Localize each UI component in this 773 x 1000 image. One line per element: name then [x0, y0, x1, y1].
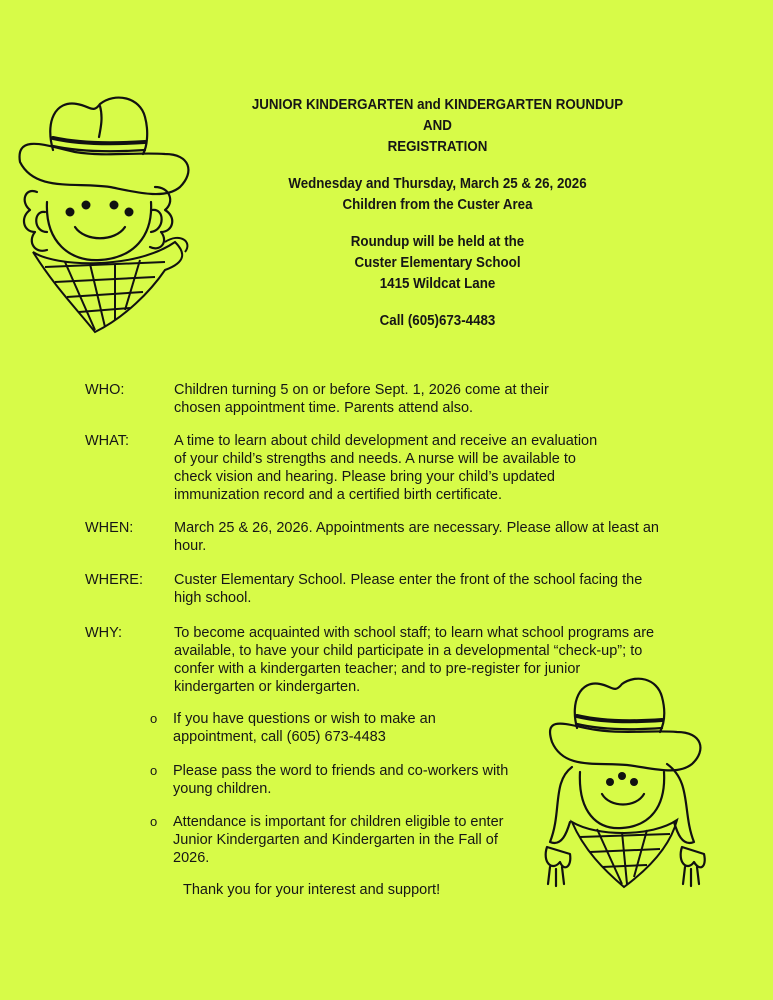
location-intro: Roundup will be held at the	[350, 234, 525, 250]
title-line-3: REGISTRATION	[387, 139, 488, 155]
detail-label: WHEN:	[85, 520, 134, 536]
bullet-marker: o	[150, 814, 158, 829]
cowgirl-clipart	[542, 672, 707, 907]
bullet-marker: o	[150, 711, 158, 726]
detail-label: WHO:	[85, 382, 125, 398]
detail-label: WHERE:	[85, 572, 143, 588]
detail-text: To become acquainted with school staff; to learn what school programs are available, to have your child participate in a developmental “check-up”; to confer with a kindergarten teacher; and to pre-register for junior kindergarten or kindergarten.	[174, 625, 655, 695]
detail-text: A time to learn about child development and receive an evaluation of your child’s strengths and needs. A nurse will be available to check vision and hearing. Please bring your child’s updated immunization record and a certified birth certificate.	[174, 433, 598, 503]
event-dates: Wednesday and Thursday, March 25 & 26, 2026	[288, 176, 587, 192]
bullet-marker: o	[150, 763, 158, 778]
bullet-text: Attendance is important for children eligible to enter Junior Kindergarten and Kindergarten in the Fall of 2026.	[173, 814, 504, 866]
location-address: 1415 Wildcat Lane	[379, 276, 496, 292]
bullet-text: Please pass the word to friends and co-workers with young children.	[173, 763, 509, 797]
cowboy-boy-clipart	[15, 92, 195, 342]
title-line-2: AND	[423, 118, 452, 134]
detail-label: WHY:	[85, 625, 123, 641]
contact-phone: Call (605)673-4483	[379, 313, 496, 329]
closing-message: Thank you for your interest and support!	[183, 882, 441, 898]
detail-text: March 25 & 26, 2026. Appointments are necessary. Please allow at least an hour.	[174, 520, 659, 554]
header-block	[233, 95, 642, 332]
location-school: Custer Elementary School	[354, 255, 521, 271]
title-line-1: JUNIOR KINDERGARTEN and KINDERGARTEN ROUNDUP	[251, 97, 624, 113]
detail-text: Children turning 5 on or before Sept. 1, 2026 come at their chosen appointment time. Parents attend also.	[174, 382, 549, 416]
bullet-text: If you have questions or wish to make an appointment, call (605) 673-4483	[173, 711, 436, 745]
event-area: Children from the Custer Area	[342, 197, 533, 213]
detail-text: Custer Elementary School. Please enter the front of the school facing the high school.	[174, 572, 643, 606]
detail-label: WHAT:	[85, 433, 130, 449]
